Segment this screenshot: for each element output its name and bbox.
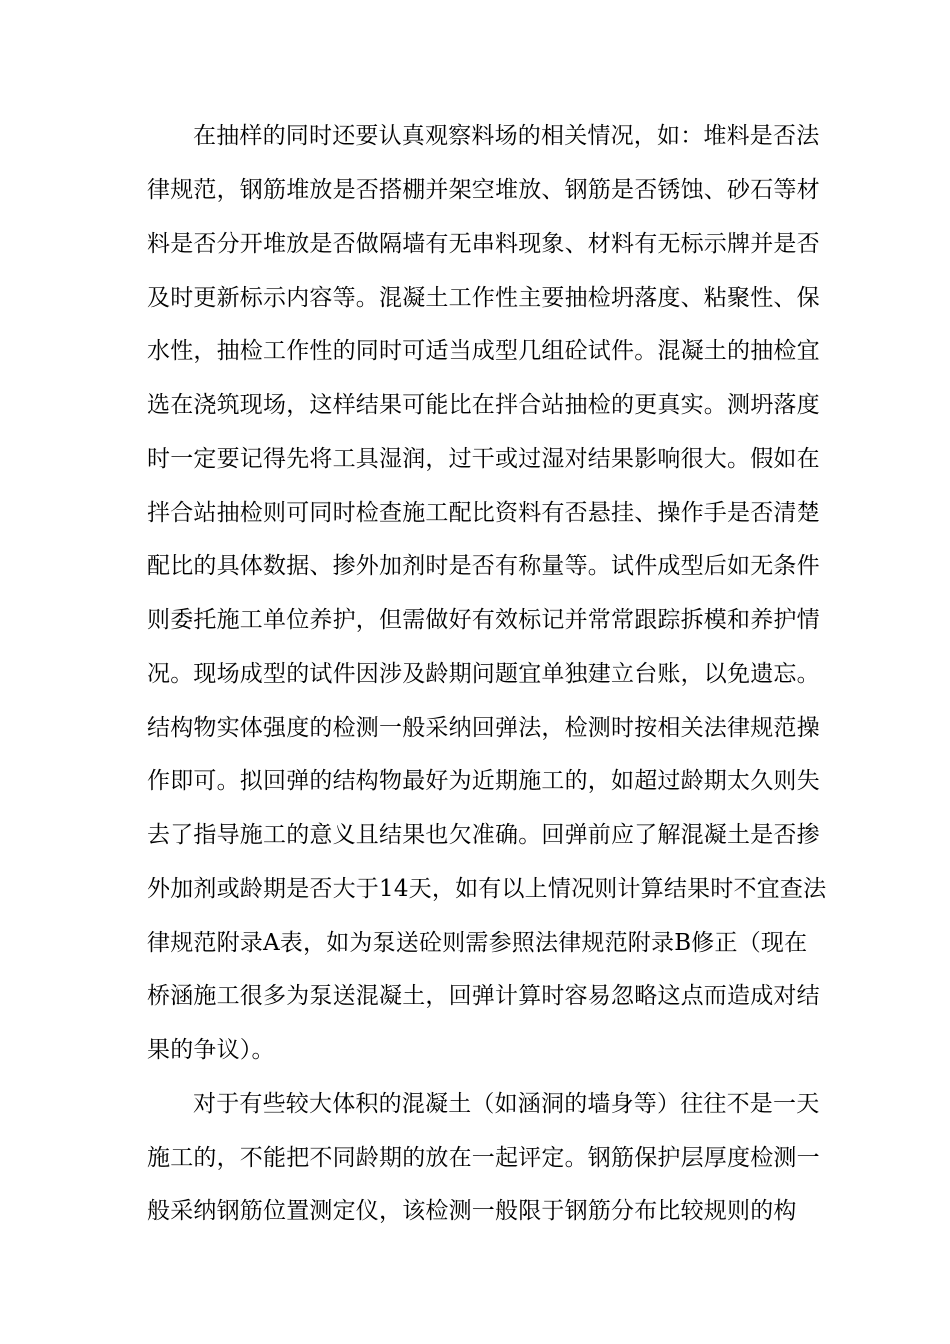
paragraph-1-line-11: 况。现场成型的试件因涉及龄期问题宜单独建立台账，以免遗忘。 [147,661,820,687]
paragraph-2-line-2: 施工的，不能把不同龄期的放在一起评定。钢筋保护层厚度检测一 [147,1145,820,1171]
paragraph-1-line-9: 配比的具体数据、掺外加剂时是否有称量等。试件成型后如无条件 [147,553,820,579]
paragraph-2-line-1: 对于有些较大体积的混凝土（如涵洞的墙身等）往往不是一天 [193,1091,820,1117]
paragraph-1-line-16: 律规范附录A表，如为泵送砼则需参照法律规范附录B修正（现在 [147,930,808,956]
paragraph-1-line-18: 果的争议）。 [147,1037,275,1063]
paragraph-1-line-3: 料是否分开堆放是否做隔墙有无串料现象、材料有无标示牌并是否 [147,231,820,257]
paragraph-1-line-1: 在抽样的同时还要认真观察料场的相关情况，如：堆料是否法 [193,123,820,149]
paragraph-1-line-13: 作即可。拟回弹的结构物最好为近期施工的，如超过龄期太久则失 [147,768,820,794]
paragraph-1-line-10: 则委托施工单位养护，但需做好有效标记并常常跟踪拆模和养护情 [147,607,820,633]
paragraph-1-line-8: 拌合站抽检则可同时检查施工配比资料有否悬挂、操作手是否清楚 [147,500,820,526]
paragraph-1-line-12: 结构物实体强度的检测一般采纳回弹法，检测时按相关法律规范操 [147,715,820,741]
paragraph-1-line-15: 外加剂或龄期是否大于14天，如有以上情况则计算结果时不宜查法 [147,876,827,902]
paragraph-1-line-7: 时一定要记得先将工具湿润，过干或过湿对结果影响很大。假如在 [147,446,820,472]
paragraph-1-line-2: 律规范，钢筋堆放是否搭棚并架空堆放、钢筋是否锈蚀、砂石等材 [147,177,820,203]
paragraph-1-line-6: 选在浇筑现场，这样结果可能比在拌合站抽检的更真实。测坍落度 [147,392,820,418]
paragraph-1-line-14: 去了指导施工的意义且结果也欠准确。回弹前应了解混凝土是否掺 [147,822,820,848]
paragraph-1-line-5: 水性，抽检工作性的同时可适当成型几组砼试件。混凝土的抽检宜 [147,338,820,364]
paragraph-2-line-3: 般采纳钢筋位置测定仪，该检测一般限于钢筋分布比较规则的构 [147,1198,797,1224]
paragraph-1-line-4: 及时更新标示内容等。混凝土工作性主要抽检坍落度、粘聚性、保 [147,285,820,311]
paragraph-1-line-17: 桥涵施工很多为泵送混凝土，回弹计算时容易忽略这点而造成对结 [147,983,820,1009]
